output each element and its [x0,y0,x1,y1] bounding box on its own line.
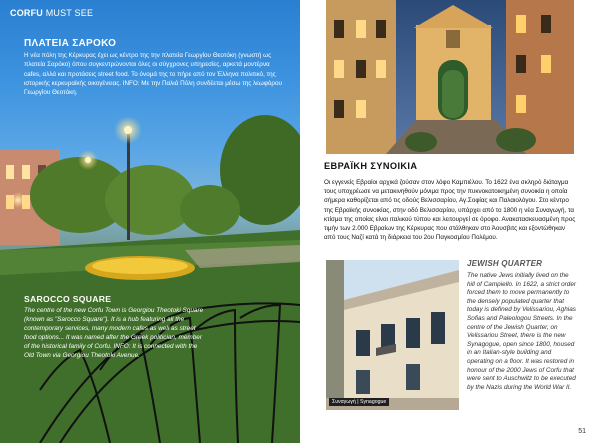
synagogue-photo [326,260,459,410]
greek-section-body: Η νέα πόλη της Κέρκυρας έχει ως κέντρο της την πλατεία Γεωργίου Θεοτόκη (γνωστή ως πλατεία Σαρόκο) όπου συγκεντρώνονται όλες οι σύγχρονες υπηρεσίες, αρκετά μοντέρνα cafes, αλλά και προτάσεις street food. Το όνομά της το πήρε από τον Έλληνα πολιτικό, της ιστορικής κερκυραϊκής οικογένειας. INFO: Με την Παλιά Πόλη συνδέεται μέσω της λεωφόρου Γεωργίου Θεοτόκη. [24,52,282,97]
photo-caption: Συναγωγή | Synagogue [329,398,389,406]
english-text-block [24,294,204,360]
english-section-title: JEWISH QUARTER [467,259,543,268]
english-section-title: SAROCCO SQUARE [24,294,112,304]
english-section-body: The native Jews initially lived on the hill of Campiello. In 1622, a strict order forced them to move permanently to the densely populated quarter that today is defined by Velissariou, Aghias Sofias and Paleologou Streets. In the centre of the Jewish Quarter, on Velissariou Street, there is the new Synagogue, open since 1800, housed in an Italian-style building and operating on a floor. It was restored in honour of the 2000 Jews of Corfu that were sent to Auschwitz to be executed by the Nazis during the World War II. [467,272,577,391]
greek-section-body: Οι εγγενείς Εβραίοι αρχικά ζούσαν στον λόφο Καμπιέλου. Το 1622 ένα σκληρό διάταγμα τους υποχρέωσε να μετακινηθούν μόνιμα προς την πυκνοκατοικημένη συνοικία η οποία σήμερα καθορίζεται από τις οδούς Βελισσαρίου, Αγ.Σοφίας και Παλαιολόγου. Στο κέντρο της Εβραϊκής συνοικίας, στην οδό Βελισσαρίου, υπάρχει από το 1800 η νέα Συναγωγή, τα κτίσμα της οποίας είναι ιταλικού τύπου και λειτουργεί σε όροφο. Ανακατασκευασμένη προς τιμήν των 2.000 Εβραίων της Κέρκυρας που στάλθηκαν στο Άουσβιτς και εξοντώθηκαν από τους Ναζί κατά τη διάρκεια του 2ου Παγκοσμίου Πολέμου. [324,179,576,242]
header-brand: CORFU [10,8,43,18]
running-header [10,8,93,18]
english-section-body: The centre of the new Corfu Town is Georgiou Theotoki Square (known as "Sarocco Square"). It is a hub featuring all the contemporary services, many modern cafes as well as street food options... It was named after the Greek politician, member of the historical family of Corfu. INFO: It is connected with the Old Town via Georgiou Theotoki Avenue. [24,307,204,359]
page-number: 51 [578,428,586,435]
greek-section-title: ΠΛΑΤΕΙΑ ΣΑΡΟΚΟ [24,38,117,49]
jewish-quarter-night-photo [326,0,574,154]
header-section: MUST SEE [45,8,94,18]
greek-section-title: ΕΒΡΑΪΚΗ ΣΥΝΟΙΚΙΑ [324,161,418,171]
right-page [300,0,600,443]
